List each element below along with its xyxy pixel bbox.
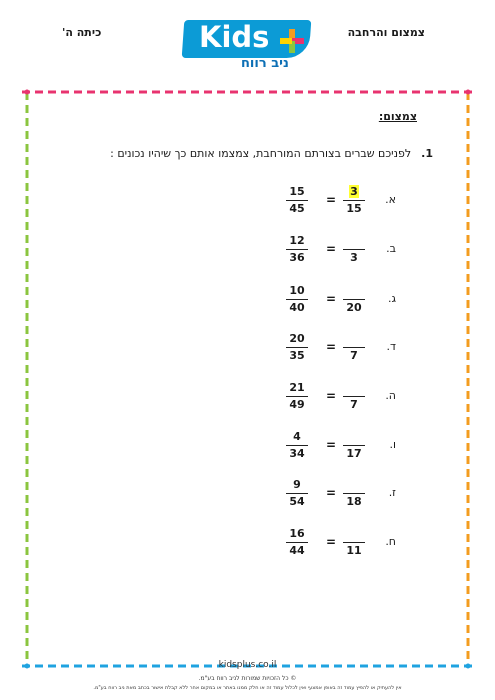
fraction-bar	[343, 445, 365, 446]
exercise-row	[0, 478, 495, 518]
answer-fraction	[343, 332, 365, 363]
given-denominator: 34	[289, 447, 305, 460]
fraction-bar	[286, 347, 308, 348]
fraction-bar	[286, 542, 308, 543]
kids-logo	[183, 20, 310, 71]
equals-sign: =	[326, 535, 337, 549]
given-denominator: 54	[289, 495, 305, 508]
item-label: ז.	[388, 486, 396, 499]
item-label: ה.	[385, 389, 396, 402]
answer-numerator[interactable]	[343, 381, 365, 395]
answer-numerator[interactable]	[343, 284, 365, 298]
item-label: ח.	[385, 535, 396, 548]
given-numerator: 9	[293, 478, 301, 491]
given-numerator: 15	[289, 185, 305, 198]
grade-label: כיתה ה'	[62, 26, 102, 39]
fraction-bar	[343, 347, 365, 348]
answer-fraction	[343, 381, 365, 412]
given-denominator: 36	[289, 251, 305, 264]
answer-denominator: 17	[346, 447, 362, 460]
answer-fraction	[343, 234, 365, 265]
answer-fraction	[343, 284, 365, 315]
section-title: צמצום:	[378, 110, 417, 123]
exercise-row	[0, 332, 495, 372]
given-denominator: 49	[289, 398, 305, 411]
item-label: ב.	[386, 242, 396, 255]
answer-numerator[interactable]	[343, 185, 365, 199]
answer-denominator: 15	[346, 202, 362, 215]
given-fraction	[286, 234, 308, 265]
fraction-bar	[343, 493, 365, 494]
footer-site: kidsplus.co.il	[218, 660, 277, 670]
given-fraction	[286, 185, 308, 216]
given-fraction	[286, 284, 308, 315]
item-label: ג.	[387, 292, 396, 305]
given-numerator: 4	[293, 430, 301, 443]
given-denominator: 35	[289, 349, 305, 362]
exercise-row	[0, 284, 495, 324]
fraction-bar	[343, 299, 365, 300]
exercise-row	[0, 527, 495, 567]
answer-denominator: 3	[350, 251, 358, 264]
question-text: לפניכם שברים בצורתם המורחבת, צמצמו אותם כך שיהיו נכונים :	[110, 147, 412, 160]
answer-denominator: 7	[350, 398, 358, 411]
plus-icon	[280, 29, 304, 53]
answer-numerator[interactable]	[343, 234, 365, 248]
exercise-row	[0, 430, 495, 470]
answer-numerator[interactable]	[343, 527, 365, 541]
answer-denominator: 11	[346, 544, 362, 557]
fraction-bar	[286, 249, 308, 250]
fraction-bar	[286, 200, 308, 201]
fraction-bar	[343, 249, 365, 250]
answer-denominator: 18	[346, 495, 362, 508]
given-numerator: 10	[289, 284, 305, 297]
fraction-bar	[343, 200, 365, 201]
equals-sign: =	[326, 340, 337, 354]
equals-sign: =	[326, 242, 337, 256]
answer-denominator: 20	[346, 301, 362, 314]
answer-denominator: 7	[350, 349, 358, 362]
given-numerator: 16	[289, 527, 305, 540]
fraction-bar	[286, 445, 308, 446]
logo-subtitle: ניב רווח	[241, 56, 289, 71]
given-fraction	[286, 430, 308, 461]
given-fraction	[286, 381, 308, 412]
footer-legal: אין להעתיק או להפיץ עמוד זה באופן אמצעי ואין לכלול עמוד זה או חלק ממנו באתר או במקום אחר ללא קבלת אישור בכתב מאת ניב רווח בע"מ.	[93, 685, 402, 691]
given-numerator: 20	[289, 332, 305, 345]
exercise-row	[0, 185, 495, 225]
answer-fraction	[343, 430, 365, 461]
given-fraction	[286, 478, 308, 509]
fraction-bar	[343, 396, 365, 397]
given-denominator: 44	[289, 544, 305, 557]
item-label: ו.	[389, 438, 396, 451]
answer-fraction	[343, 527, 365, 558]
answer-numerator-value: 3	[350, 185, 358, 198]
answer-fraction	[343, 478, 365, 509]
exercise-row	[0, 381, 495, 421]
given-denominator: 40	[289, 301, 305, 314]
equals-sign: =	[326, 389, 337, 403]
fraction-bar	[343, 542, 365, 543]
equals-sign: =	[326, 438, 337, 452]
question-1	[110, 147, 433, 160]
equals-sign: =	[326, 486, 337, 500]
equals-sign: =	[326, 193, 337, 207]
fraction-bar	[286, 493, 308, 494]
answer-numerator[interactable]	[343, 430, 365, 444]
item-label: א.	[385, 193, 396, 206]
logo-brand: Kids	[199, 20, 270, 54]
given-denominator: 45	[289, 202, 305, 215]
answer-numerator[interactable]	[343, 478, 365, 492]
footer-copyright: © כל הזכויות שמורות לניב רווח בע"מ.	[198, 675, 297, 682]
question-number: 1.	[421, 147, 433, 160]
given-numerator: 12	[289, 234, 305, 247]
exercise-row	[0, 234, 495, 274]
given-fraction	[286, 527, 308, 558]
given-numerator: 21	[289, 381, 305, 394]
given-fraction	[286, 332, 308, 363]
fraction-bar	[286, 299, 308, 300]
item-label: ד.	[386, 340, 396, 353]
equals-sign: =	[326, 292, 337, 306]
answer-numerator[interactable]	[343, 332, 365, 346]
fraction-bar	[286, 396, 308, 397]
answer-fraction	[343, 185, 365, 216]
topic-label: צמצום והרחבה	[347, 26, 425, 39]
